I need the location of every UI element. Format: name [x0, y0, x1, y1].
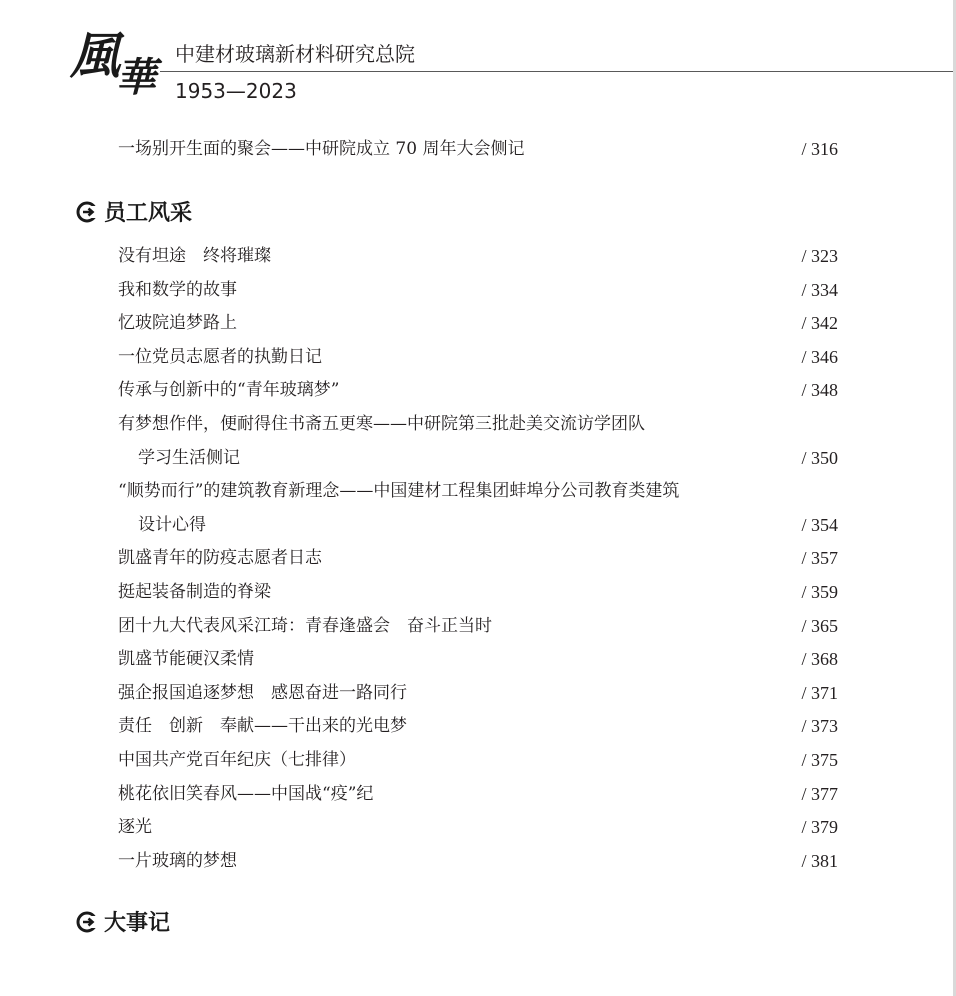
toc-entry-page: / 316	[801, 139, 838, 159]
section-heading	[76, 908, 170, 940]
toc-entry-title: 学习生活侧记	[138, 448, 240, 468]
toc-entry[interactable]	[118, 580, 838, 604]
toc-entry-title: 一位党员志愿者的执勤日记	[118, 347, 322, 367]
toc-entry-title: 设计心得	[138, 515, 206, 535]
toc-entry[interactable]	[118, 137, 838, 161]
toc-entry-title: 一片玻璃的梦想	[118, 851, 237, 871]
section-title: 员工风采	[104, 201, 193, 226]
arrow-circle-icon	[76, 201, 98, 223]
toc-entry-title: 责任 创新 奉献——干出来的光电梦	[118, 716, 407, 736]
toc-entry-page: / 371	[801, 683, 838, 703]
toc-entry-page: / 379	[801, 817, 838, 837]
toc-entry-page: / 350	[801, 448, 838, 468]
toc-entry-page: / 368	[801, 649, 838, 669]
toc-entry-title: 逐光	[118, 817, 152, 837]
toc-entry-title: 凯盛节能硬汉柔情	[118, 649, 254, 669]
toc-entry-title: 中国共产党百年纪庆（七排律）	[118, 750, 356, 770]
org-name: 中建材玻璃新材料研究总院	[175, 42, 415, 66]
running-header	[0, 0, 953, 120]
toc-entry-title: 挺起装备制造的脊梁	[118, 582, 271, 602]
toc-entry-title: 没有坦途 终将璀璨	[118, 246, 271, 266]
toc-entry-title: 我和数学的故事	[118, 280, 237, 300]
toc-entry-title: 桃花依旧笑春风——中国战“疫”纪	[118, 784, 374, 804]
arrow-circle-icon	[76, 911, 98, 933]
toc-entry-page: / 365	[801, 616, 838, 636]
toc-entry-title: 团十九大代表风采江琦：青春逢盛会 奋斗正当时	[118, 616, 492, 636]
toc-entry-page: / 381	[801, 851, 838, 871]
toc-entry-title: “顺势而行”的建筑教育新理念——中国建材工程集团蚌埠分公司教育类建筑	[118, 481, 680, 501]
toc-entry-continuation[interactable]	[118, 446, 838, 470]
toc-entry[interactable]	[118, 412, 838, 436]
toc-entry-page: / 348	[801, 380, 838, 400]
toc-entry[interactable]	[118, 681, 838, 705]
toc-entry-page: / 357	[801, 548, 838, 568]
toc-entry-title: 忆玻院追梦路上	[118, 313, 237, 333]
toc-entry[interactable]	[118, 479, 838, 503]
logo-glyph: 華	[116, 54, 152, 101]
header-rule	[160, 71, 953, 72]
toc-entry-page: / 346	[801, 347, 838, 367]
toc-entry-title: 强企报国追逐梦想 感恩奋进一路同行	[118, 683, 407, 703]
toc-entry[interactable]	[118, 614, 838, 638]
toc-entry[interactable]	[118, 278, 838, 302]
toc-entry[interactable]	[118, 815, 838, 839]
calligraphy-logo	[70, 26, 152, 101]
toc-entry[interactable]	[118, 782, 838, 806]
section-title: 大事记	[104, 911, 171, 936]
toc-entry-title: 传承与创新中的“青年玻璃梦”	[118, 380, 340, 400]
toc-entry-page: / 354	[801, 515, 838, 535]
toc-entry[interactable]	[118, 311, 838, 335]
toc-entry[interactable]	[118, 748, 838, 772]
section-heading	[76, 198, 192, 230]
toc-entry-page: / 375	[801, 750, 838, 770]
toc-entry-title: 有梦想作伴，便耐得住书斋五更寒——中研院第三批赴美交流访学团队	[118, 414, 645, 434]
year-range: 1953—2023	[175, 79, 297, 103]
logo-glyph: 風	[70, 26, 116, 85]
toc-entry-page: / 377	[801, 784, 838, 804]
toc-entry-title: 凯盛青年的防疫志愿者日志	[118, 548, 322, 568]
toc-entry[interactable]	[118, 244, 838, 268]
toc-entry[interactable]	[118, 546, 838, 570]
toc-entry[interactable]	[118, 849, 838, 873]
toc-entry[interactable]	[118, 714, 838, 738]
toc-entry-page: / 373	[801, 716, 838, 736]
toc-entry-page: / 334	[801, 280, 838, 300]
toc-entry[interactable]	[118, 647, 838, 671]
toc-entry-page: / 323	[801, 246, 838, 266]
toc-entry[interactable]	[118, 378, 838, 402]
toc-entry-page: / 342	[801, 313, 838, 333]
toc-entry-page: / 359	[801, 582, 838, 602]
toc-entry[interactable]	[118, 345, 838, 369]
toc-entry-title: 一场别开生面的聚会——中研院成立 70 周年大会侧记	[118, 139, 525, 159]
toc-entry-continuation[interactable]	[118, 513, 838, 537]
